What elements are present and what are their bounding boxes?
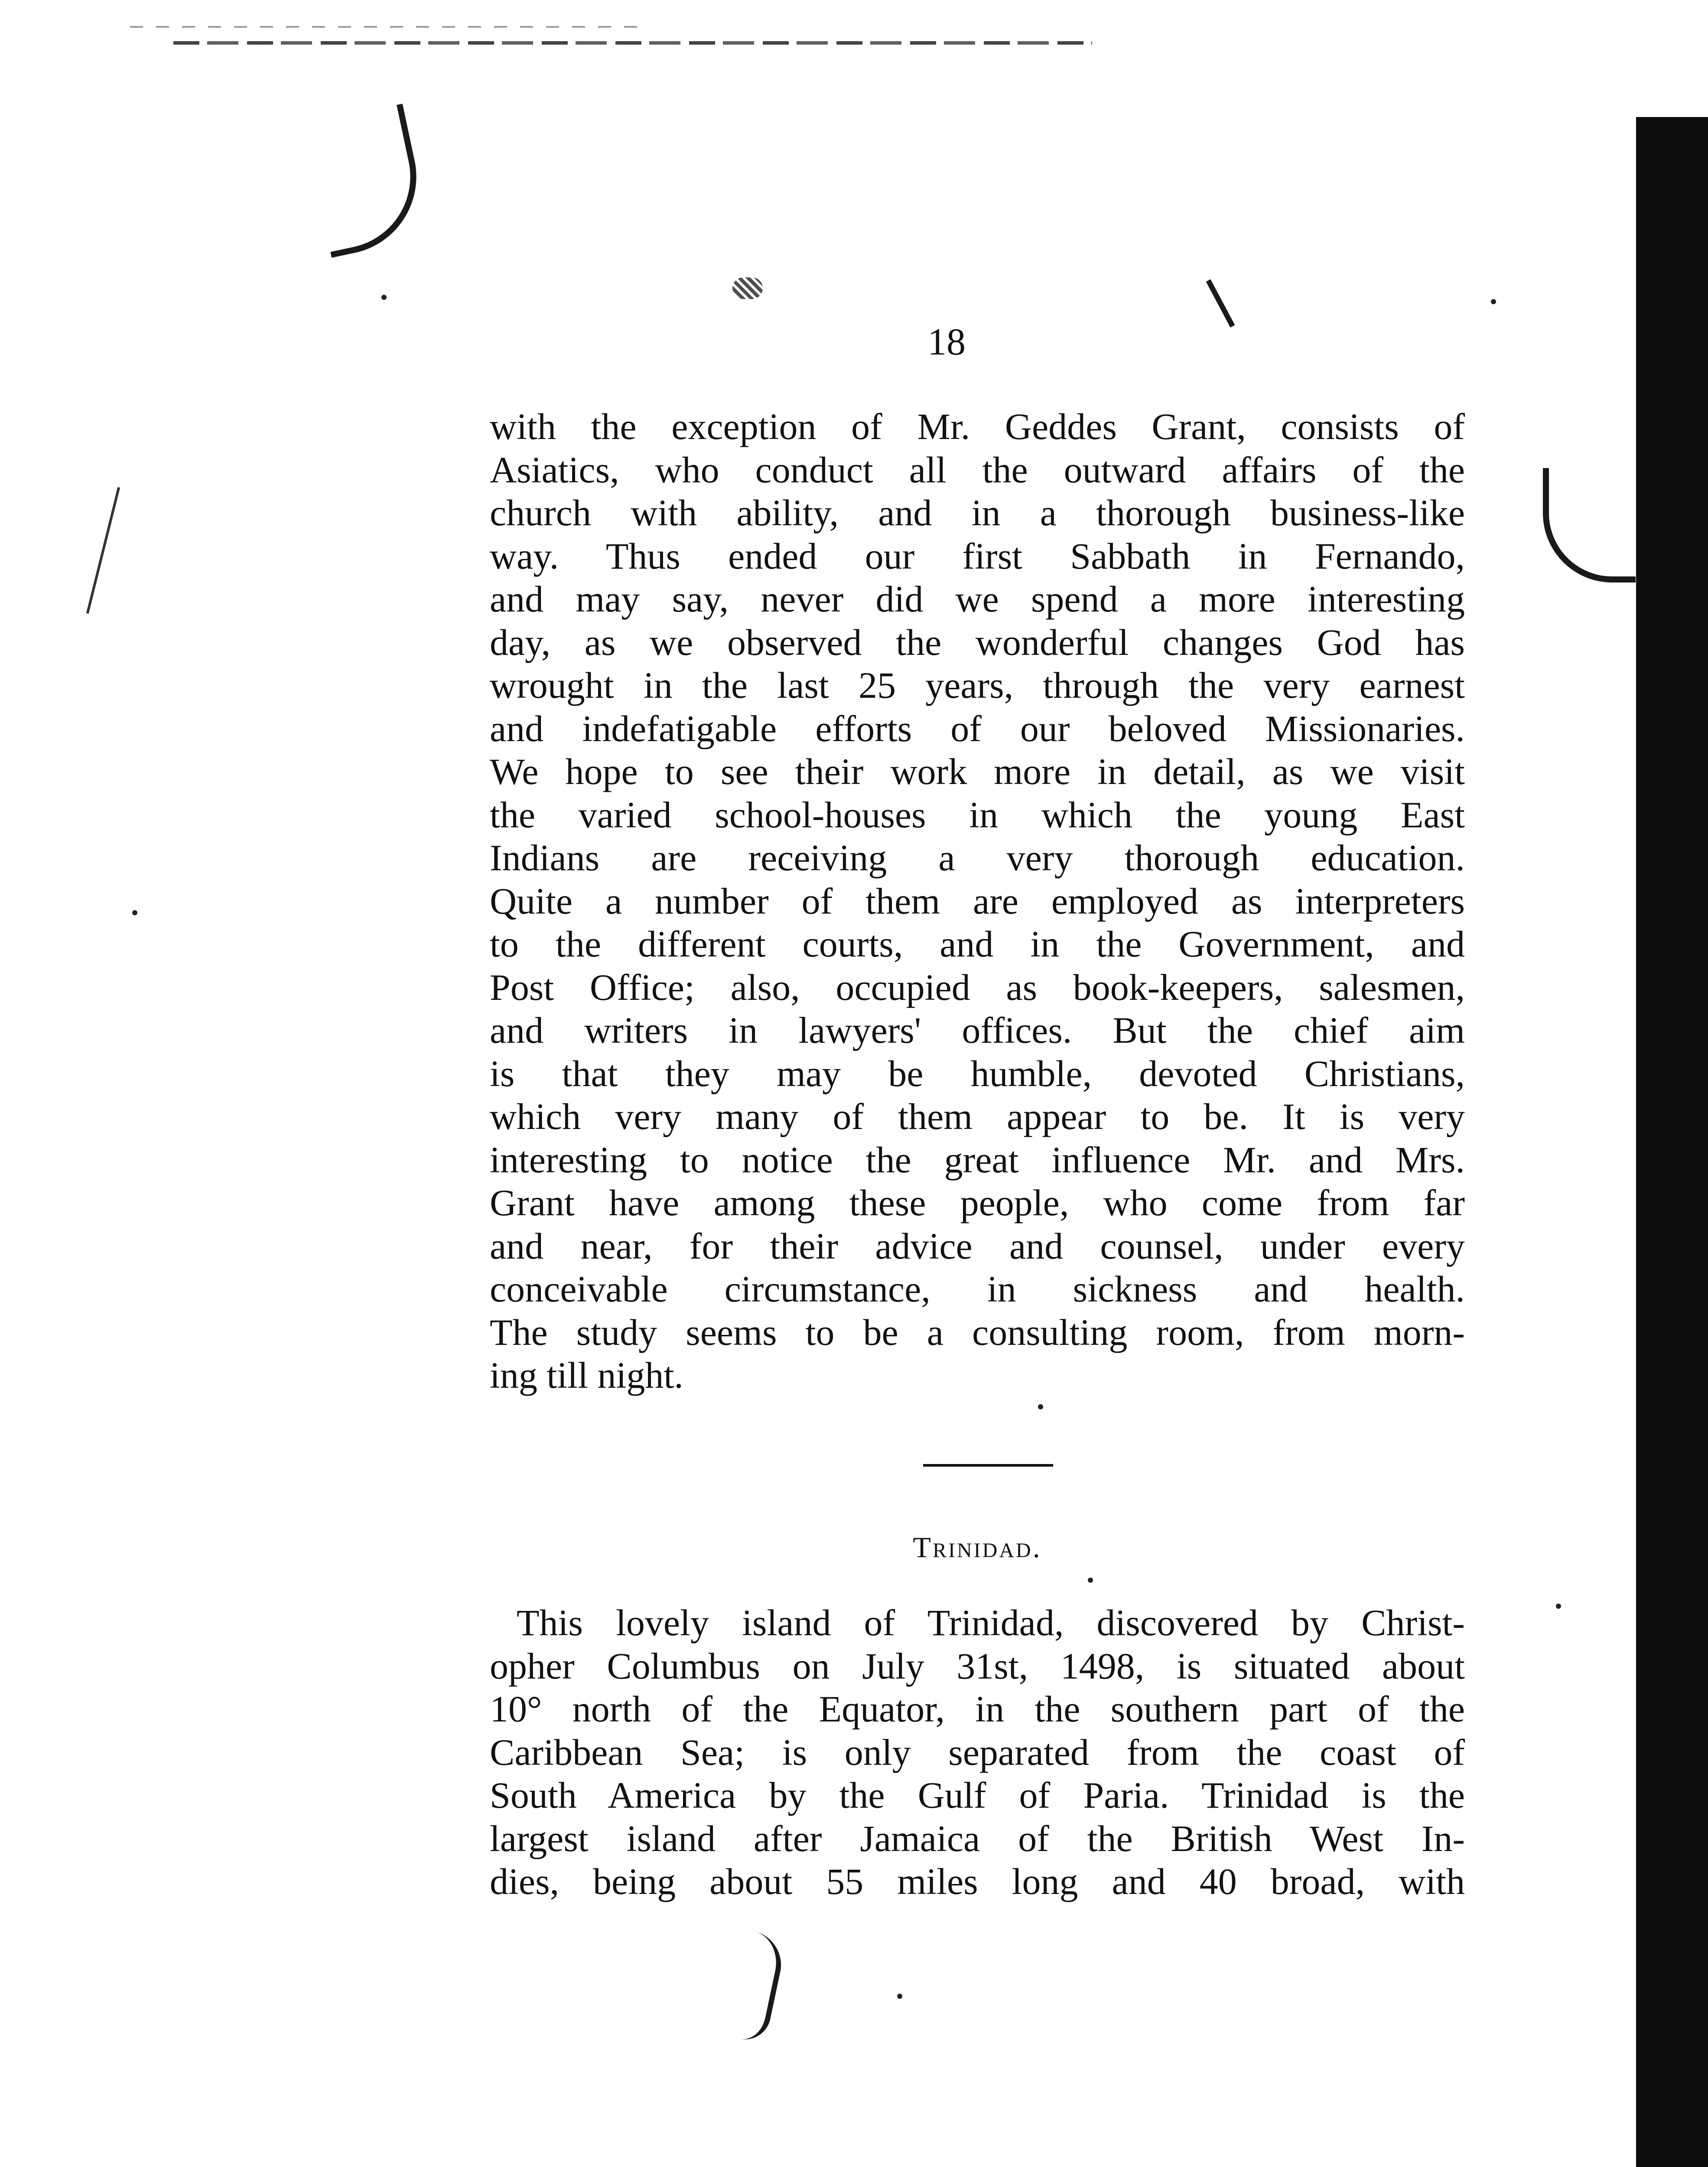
text-line: opher Columbus on July 31st, 1498, is situated about [490,1645,1465,1687]
text-line: ing till night. [490,1354,683,1396]
speck [897,1994,902,1999]
scan-noise-top [130,26,650,28]
text-line: Grant have among these people, who come from far [490,1182,1465,1223]
text-line: Quite a number of them are employed as interpreters [490,880,1465,922]
pencil-mark-left [303,104,431,258]
text-line: is that they may be humble, devoted Christians, [490,1052,1465,1094]
text-line: and near, for their advice and counsel, under every [490,1225,1465,1267]
page-number: 18 [927,321,966,363]
text-line: We hope to see their work more in detail, as we visit [490,751,1465,792]
text-line: wrought in the last 25 years, through the very earnest [490,664,1465,706]
speck [1088,1578,1093,1583]
text-line: and may say, never did we spend a more interesting [490,578,1465,620]
speck [1556,1604,1561,1609]
scan-top-edge [173,41,1092,45]
speck [132,910,137,915]
text-line: the varied school-houses in which the young East [490,794,1465,836]
scan-binding-edge [1636,117,1708,2167]
text-line: Caribbean Sea; is only separated from the coast of [490,1731,1465,1773]
text-line: Indians are receiving a very thorough education. [490,837,1465,879]
text-line: largest island after Jamaica of the British West In- [490,1817,1465,1859]
section-divider [923,1464,1053,1467]
text-line: This lovely island of Trinidad, discovered by Christ- [517,1602,1465,1643]
text-line: way. Thus ended our first Sabbath in Fernando, [490,535,1465,577]
text-line: which very many of them appear to be. It is very [490,1096,1465,1137]
pencil-slash [1206,279,1235,328]
passage-fernando [490,405,1465,1397]
text-line: to the different courts, and in the Government, and [490,923,1465,965]
speck [1038,1404,1043,1409]
text-line: dies, being about 55 miles long and 40 broad, with [490,1861,1465,1902]
text-line: conceivable circumstance, in sickness and health. [490,1268,1465,1310]
section-heading: Trinidad. [913,1531,1042,1564]
speck [381,295,387,300]
text-line: 10° north of the Equator, in the southern part of the [490,1688,1465,1730]
text-line: church with ability, and in a thorough business-like [490,492,1465,534]
pencil-line-left [86,487,120,614]
text-line: with the exception of Mr. Geddes Grant, consists of [490,406,1465,447]
text-line: Asiatics, who conduct all the outward affairs of the [490,449,1465,491]
speck [1491,299,1496,304]
pencil-mark-bottom [726,1930,787,2044]
pencil-mark-right [1543,468,1636,582]
text-line: interesting to notice the great influence Mr. and Mrs. [490,1139,1465,1181]
text-line: The study seems to be a consulting room, from morn- [490,1311,1465,1353]
text-line: Post Office; also, occupied as book-keepers, salesmen, [490,966,1465,1008]
text-line: day, as we observed the wonderful changes God has [490,621,1465,663]
ornament-smudge [732,277,763,299]
passage-trinidad [490,1601,1465,1903]
text-line: and indefatigable efforts of our beloved Missionaries. [490,707,1465,749]
text-line: South America by the Gulf of Paria. Trinidad is the [490,1774,1465,1816]
text-line: and writers in lawyers' offices. But the chief aim [490,1009,1465,1051]
